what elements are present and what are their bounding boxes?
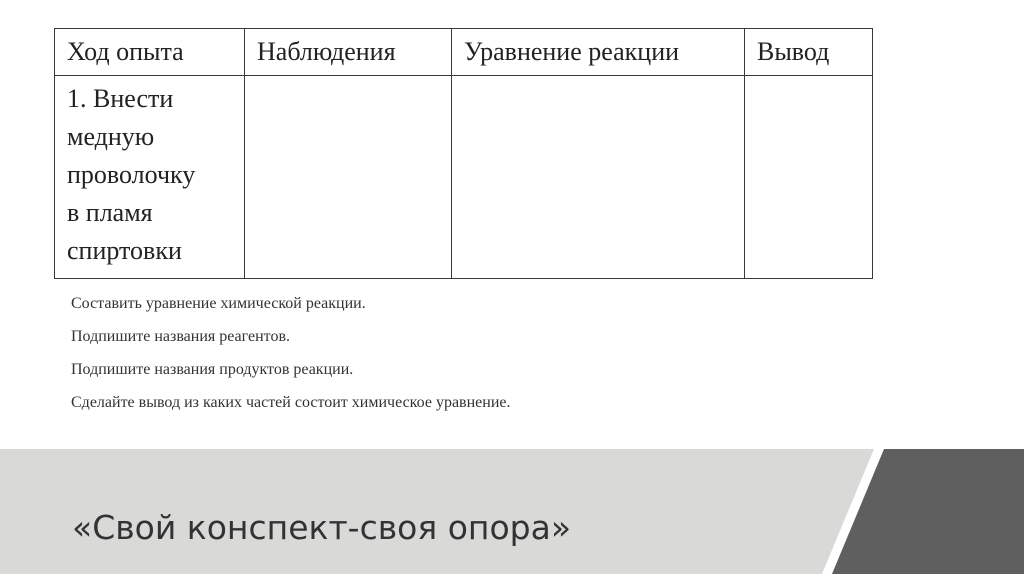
instruction-item: Подпишите названия реагентов.	[71, 328, 290, 345]
table-header-row	[55, 29, 873, 76]
instruction-list	[71, 291, 510, 423]
step-line: проволочку	[67, 160, 196, 189]
footer-motto: «Свой конспект-своя опора»	[72, 508, 572, 547]
step-line: в пламя	[67, 198, 153, 227]
experiment-table	[54, 28, 873, 279]
header-experiment-step: Ход опыта	[55, 29, 245, 76]
cell-reaction-equation	[452, 76, 745, 279]
header-observations: Наблюдения	[245, 29, 452, 76]
step-line: спиртовки	[67, 236, 182, 265]
cell-observations	[245, 76, 452, 279]
cell-experiment-step	[55, 76, 245, 279]
cell-conclusion	[745, 76, 873, 279]
instruction-item: Сделайте вывод из каких частей состоит химическое уравнение.	[71, 394, 511, 411]
header-reaction-equation: Уравнение реакции	[452, 29, 745, 76]
step-line: медную	[67, 122, 155, 151]
table-row	[55, 76, 873, 279]
instruction-item: Подпишите названия продуктов реакции.	[71, 361, 354, 378]
header-conclusion: Вывод	[745, 29, 873, 76]
step-line: 1. Внести	[67, 84, 174, 113]
instruction-item: Составить уравнение химической реакции.	[71, 295, 366, 312]
